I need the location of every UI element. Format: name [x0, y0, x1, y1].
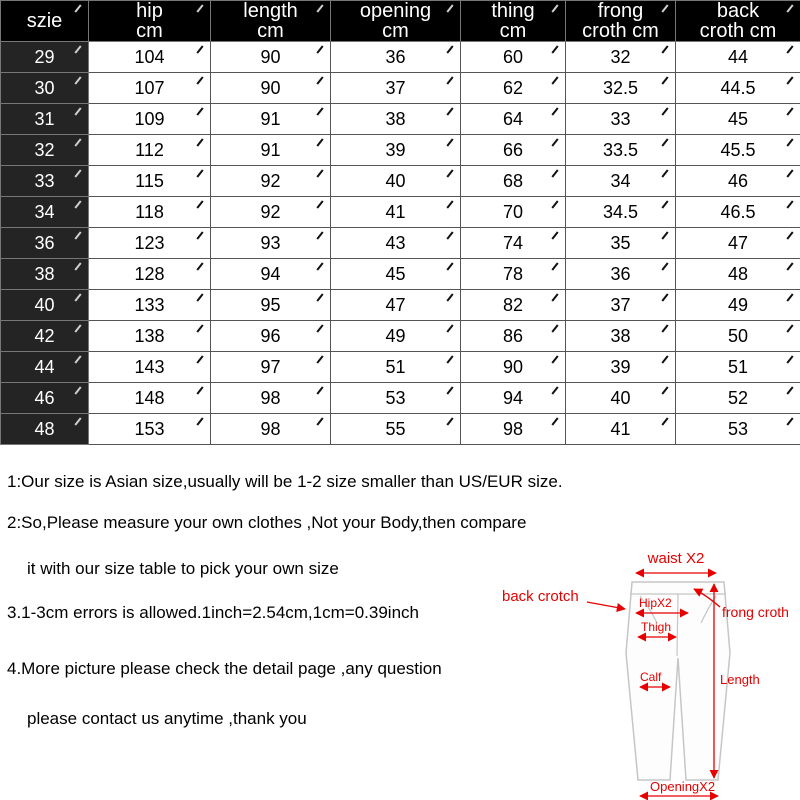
value-cell: 44.5 [676, 73, 800, 104]
value-cell: 34 [566, 166, 676, 197]
value-cell: 68 [461, 166, 566, 197]
value-cell: 49 [331, 321, 461, 352]
value-cell: 37 [331, 73, 461, 104]
note-line-4: 3.1-3cm errors is allowed.1inch=2.54cm,1cm=0.39inch [7, 603, 419, 622]
value-cell: 96 [211, 321, 331, 352]
table-row [1, 383, 800, 414]
value-cell: 98 [211, 414, 331, 445]
column-header-line: length [243, 0, 298, 22]
column-header [89, 1, 211, 42]
header-row [1, 1, 800, 42]
value-cell: 37 [566, 290, 676, 321]
size-cell: 30 [1, 73, 89, 104]
length-label: Length [720, 672, 760, 687]
size-cell: 33 [1, 166, 89, 197]
value-cell: 86 [461, 321, 566, 352]
value-cell: 70 [461, 197, 566, 228]
column-header-line: croth cm [582, 20, 659, 42]
value-cell: 128 [89, 259, 211, 290]
table-row [1, 73, 800, 104]
value-cell: 32 [566, 42, 676, 73]
value-cell: 94 [211, 259, 331, 290]
value-cell: 133 [89, 290, 211, 321]
size-cell: 31 [1, 104, 89, 135]
value-cell: 90 [211, 42, 331, 73]
table-row [1, 352, 800, 383]
note-line-6: please contact us anytime ,thank you [27, 709, 307, 728]
value-cell: 47 [676, 228, 800, 259]
value-cell: 49 [676, 290, 800, 321]
value-cell: 90 [211, 73, 331, 104]
column-header-line: cm [499, 20, 527, 42]
value-cell: 45 [676, 104, 800, 135]
value-cell: 91 [211, 104, 331, 135]
table-row [1, 42, 800, 73]
value-cell: 46.5 [676, 197, 800, 228]
pants-diagram-svg [490, 548, 800, 800]
value-cell: 138 [89, 321, 211, 352]
value-cell: 41 [331, 197, 461, 228]
size-cell: 32 [1, 135, 89, 166]
size-cell: 34 [1, 197, 89, 228]
column-header [331, 1, 461, 42]
value-cell: 107 [89, 73, 211, 104]
column-header-line: cm [382, 20, 409, 42]
size-cell: 46 [1, 383, 89, 414]
column-header-line: opening [359, 0, 432, 22]
value-cell: 98 [211, 383, 331, 414]
value-cell: 148 [89, 383, 211, 414]
column-header [566, 1, 676, 42]
column-header-line: cm [136, 20, 163, 42]
value-cell: 53 [676, 414, 800, 445]
value-cell: 53 [331, 383, 461, 414]
table-row [1, 197, 800, 228]
value-cell: 91 [211, 135, 331, 166]
column-header [1, 1, 89, 42]
value-cell: 64 [461, 104, 566, 135]
thigh-label: Thigh [641, 620, 672, 634]
back-crotch-label: back crotch [502, 588, 579, 605]
column-header-line: cm [257, 20, 284, 42]
column-header-line: thing [491, 0, 535, 22]
value-cell: 82 [461, 290, 566, 321]
size-cell: 44 [1, 352, 89, 383]
value-cell: 95 [211, 290, 331, 321]
value-cell: 66 [461, 135, 566, 166]
size-table-body [1, 42, 800, 445]
value-cell: 46 [676, 166, 800, 197]
size-cell: 29 [1, 42, 89, 73]
value-cell: 92 [211, 197, 331, 228]
value-cell: 104 [89, 42, 211, 73]
value-cell: 93 [211, 228, 331, 259]
column-header [676, 1, 800, 42]
size-cell: 38 [1, 259, 89, 290]
value-cell: 112 [89, 135, 211, 166]
column-header-line: back [716, 0, 760, 22]
back-crotch-arrow-icon [587, 602, 625, 609]
value-cell: 115 [89, 166, 211, 197]
value-cell: 43 [331, 228, 461, 259]
value-cell: 74 [461, 228, 566, 259]
column-header-line: croth cm [699, 20, 777, 42]
hip-label: HipX2 [639, 596, 672, 610]
size-cell: 40 [1, 290, 89, 321]
note-line-2: 2:So,Please measure your own clothes ,Not your Body,then compare [7, 513, 527, 532]
value-cell: 90 [461, 352, 566, 383]
value-cell: 40 [566, 383, 676, 414]
size-cell: 36 [1, 228, 89, 259]
measurement-diagram [490, 548, 800, 800]
value-cell: 33 [566, 104, 676, 135]
value-cell: 51 [331, 352, 461, 383]
note-line-3: it with our size table to pick your own size [27, 559, 339, 578]
value-cell: 143 [89, 352, 211, 383]
value-cell: 32.5 [566, 73, 676, 104]
table-row [1, 104, 800, 135]
value-cell: 123 [89, 228, 211, 259]
table-row [1, 166, 800, 197]
value-cell: 47 [331, 290, 461, 321]
value-cell: 109 [89, 104, 211, 135]
table-row [1, 228, 800, 259]
value-cell: 60 [461, 42, 566, 73]
value-cell: 94 [461, 383, 566, 414]
value-cell: 118 [89, 197, 211, 228]
column-header [211, 1, 331, 42]
value-cell: 50 [676, 321, 800, 352]
value-cell: 62 [461, 73, 566, 104]
value-cell: 48 [676, 259, 800, 290]
table-row [1, 290, 800, 321]
table-row [1, 135, 800, 166]
value-cell: 36 [566, 259, 676, 290]
column-header-line: frong [597, 0, 644, 22]
value-cell: 44 [676, 42, 800, 73]
size-cell: 42 [1, 321, 89, 352]
value-cell: 92 [211, 166, 331, 197]
value-cell: 78 [461, 259, 566, 290]
value-cell: 36 [331, 42, 461, 73]
value-cell: 39 [331, 135, 461, 166]
column-header-line: szie [26, 10, 63, 32]
value-cell: 51 [676, 352, 800, 383]
table-row [1, 259, 800, 290]
table-row [1, 321, 800, 352]
value-cell: 97 [211, 352, 331, 383]
note-line-5: 4.More picture please check the detail page ,any question [7, 659, 442, 678]
waist-label: waist X2 [647, 550, 705, 567]
calf-label: Calf [640, 670, 662, 684]
value-cell: 45.5 [676, 135, 800, 166]
value-cell: 38 [566, 321, 676, 352]
value-cell: 41 [566, 414, 676, 445]
size-table-head [1, 1, 800, 42]
value-cell: 45 [331, 259, 461, 290]
value-cell: 39 [566, 352, 676, 383]
value-cell: 40 [331, 166, 461, 197]
column-header [461, 1, 566, 42]
value-cell: 55 [331, 414, 461, 445]
front-crotch-label: frong croth [722, 604, 789, 620]
value-cell: 33.5 [566, 135, 676, 166]
value-cell: 153 [89, 414, 211, 445]
opening-label: OpeningX2 [650, 779, 716, 794]
table-row [1, 414, 800, 445]
note-line-1: 1:Our size is Asian size,usually will be 1-2 size smaller than US/EUR size. [7, 472, 563, 491]
value-cell: 98 [461, 414, 566, 445]
value-cell: 35 [566, 228, 676, 259]
size-cell: 48 [1, 414, 89, 445]
column-header-line: hip [136, 0, 163, 22]
value-cell: 34.5 [566, 197, 676, 228]
value-cell: 38 [331, 104, 461, 135]
value-cell: 52 [676, 383, 800, 414]
